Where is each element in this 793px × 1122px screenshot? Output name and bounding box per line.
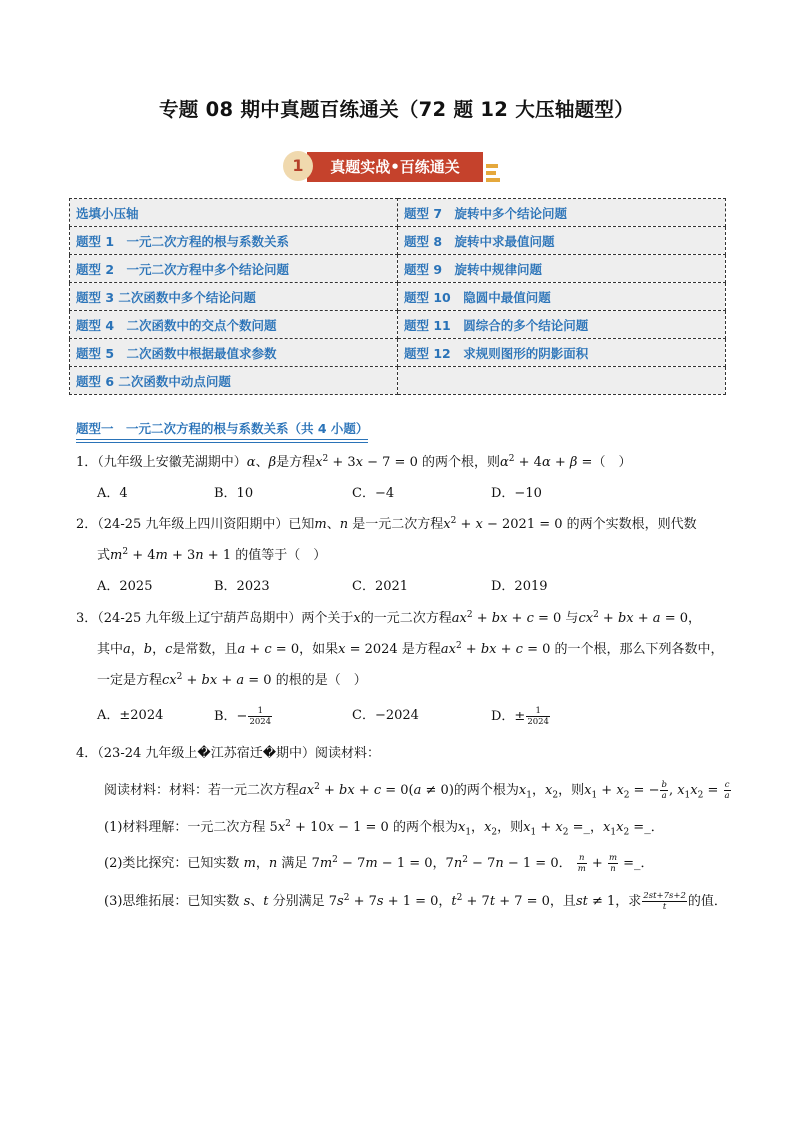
fraction-denominator: 2024: [527, 717, 549, 727]
toc-row: [70, 227, 726, 255]
toc-item[interactable]: 题型 4 二次函数中的交点个数问题: [70, 311, 398, 339]
fraction-numerator: 1: [248, 706, 272, 717]
option-b[interactable]: B．10: [214, 486, 254, 501]
question-source: （24-25 九年级上四川资阳期中）已知: [97, 517, 315, 532]
question-text: 的两个根，则: [421, 455, 500, 470]
fraction-denominator: 2024: [249, 717, 272, 727]
banner-stripe: [486, 171, 496, 175]
toc-row: [70, 283, 726, 311]
toc-item[interactable]: 题型 2 一元二次方程中多个结论问题: [70, 255, 398, 283]
question-text: (3)思维拓展：已知实数: [104, 894, 240, 909]
toc-row: [70, 255, 726, 283]
question-text: 的根的是（ ）: [275, 673, 367, 688]
question-text: ，如果: [299, 642, 339, 657]
toc-item-empty: [398, 367, 726, 395]
part-2: (2)类比探究：已知实数 m，n 满足 $7m^2 - 7m - 1 = 0$，$7n^2 - 7n - 1 = 0$． $\frac{n}{m}$ + $\frac{m}{n}$ =_．: [104, 853, 654, 874]
option-text: D．±: [491, 709, 526, 724]
toc-item[interactable]: 题型 5 二次函数中根据最值求参数: [70, 339, 398, 367]
option-a[interactable]: A．4: [97, 486, 128, 501]
toc-item[interactable]: 题型 1 一元二次方程的根与系数关系: [70, 227, 398, 255]
toc-row: [70, 339, 726, 367]
question-text: 分别满足: [272, 894, 325, 909]
option-a[interactable]: A．±2024: [97, 708, 164, 723]
toc-item[interactable]: 题型 7 旋转中多个结论问题: [398, 199, 726, 227]
toc-row: [70, 311, 726, 339]
question-text: （ ）: [592, 455, 632, 470]
banner-number: 1: [283, 151, 313, 181]
question-3-continued: 其中a，b，c是常数，且a + c = 0，如果x = 2024 是方程$ax^2$ + bx + c = 0 的一个根，那么下列各数中，: [97, 641, 724, 657]
question-text: ，求: [615, 894, 642, 909]
question-source: （23-24 九年级上�江苏宿迁�期中）阅读材料：: [97, 746, 381, 761]
question-text: 的值．: [687, 894, 727, 909]
question-3-continued: 一定是方程$cx^2$ + bx + a = 0 的根的是（ ）: [97, 672, 367, 688]
question-number: 1．: [76, 455, 98, 470]
option-d[interactable]: [491, 706, 551, 727]
question-text: 其中: [97, 642, 124, 657]
toc-item[interactable]: 题型 6 二次函数中动点问题: [70, 367, 398, 395]
option-d[interactable]: D．−10: [491, 486, 542, 501]
option-text: B．−: [214, 709, 248, 724]
toc-item[interactable]: 题型 12 求规则图形的阴影面积: [398, 339, 726, 367]
option-c[interactable]: C．2021: [352, 579, 409, 594]
question-text: (1)材料理解：一元二次方程: [104, 820, 266, 835]
question-number: 2．: [76, 517, 98, 532]
question-text: (2)类比探究：已知实数: [104, 856, 240, 871]
question-text: 的两个根为: [453, 783, 519, 798]
fraction: [248, 706, 272, 727]
fraction: [526, 706, 550, 727]
question-text: 式: [97, 548, 111, 563]
option-d[interactable]: D．2019: [491, 579, 548, 594]
question-text: 满足: [281, 856, 308, 871]
toc-table: [69, 198, 726, 395]
toc-item[interactable]: 题型 10 隐圆中最值问题: [398, 283, 726, 311]
question-text: 是方程: [401, 642, 441, 657]
page-title: 专题 08 期中真题百练通关（72 题 12 大压轴题型）: [158, 98, 635, 121]
question-number: 3．: [76, 611, 98, 626]
toc-item[interactable]: 题型 8 旋转中求最值问题: [398, 227, 726, 255]
option-c[interactable]: C．−2024: [352, 708, 419, 723]
question-text: 是常数，且: [172, 642, 238, 657]
part-3: (3)思维拓展：已知实数 s、t 分别满足 $7s^2 + 7s + 1 = 0$，$t^2 + 7t + 7 = 0$，且st ≠ 1，求 $\frac{2st+7s+2}{t}$ 的值．: [104, 891, 727, 912]
fraction-numerator: 1: [526, 706, 550, 717]
question-text: 的一个根，那么下列各数中，: [554, 642, 724, 657]
question-text: 是方程: [276, 455, 316, 470]
question-text: 的值等于（ ）: [235, 548, 327, 563]
question-text: 的两个根为: [392, 820, 458, 835]
section-title: 题型一 一元二次方程的根与系数关系（共 4 小题）: [76, 419, 368, 440]
question-text: 阅读材料：材料：若一元二次方程: [104, 783, 300, 798]
reading-material: 阅读材料：材料：若一元二次方程$ax^2$ + bx + c = 0(a ≠ 0)的两个根为$x_1$，$x_2$，则$x_1 + x_2$ = − $\frac{b}{a}$ , $x_1x_2$ = $\frac{c}{a}$: [104, 780, 730, 801]
option-b[interactable]: [214, 706, 273, 727]
question-4: [76, 744, 380, 764]
toc-item[interactable]: 选填小压轴: [70, 199, 398, 227]
question-text: 一定是方程: [97, 673, 163, 688]
question-text: 与: [565, 611, 579, 626]
question-text: 的一元二次方程: [360, 611, 452, 626]
question-text: ，则: [497, 820, 524, 835]
section-banner: [283, 147, 518, 187]
question-1: 1．（九年级上安徽芜湖期中）α、β是方程$x^2 + 3x - 7 = 0$ 的两个根，则$\alpha^2 + 4\alpha + \beta$ =（ ）: [76, 454, 632, 470]
toc-row: [70, 199, 726, 227]
option-c[interactable]: C．−4: [352, 486, 395, 501]
toc-item[interactable]: 题型 3 二次函数中多个结论问题: [70, 283, 398, 311]
question-3: 3．（24-25 九年级上辽宁葫芦岛期中）两个关于x的一元二次方程$ax^2$ + bx + c = 0 与$cx^2$ + bx + a = 0，: [76, 610, 701, 626]
banner-stripe: [486, 178, 500, 182]
question-text: 是一元二次方程: [352, 517, 444, 532]
question-2-continued: 式$m^2 + 4m + 3n + 1$ 的值等于（ ）: [97, 547, 327, 563]
question-text: 的两个实数根，则代数: [566, 517, 697, 532]
banner-label: 真题实战•百练通关: [307, 152, 483, 182]
question-text: ，且: [549, 894, 576, 909]
toc-item[interactable]: 题型 9 旋转中规律问题: [398, 255, 726, 283]
toc-row: [70, 367, 726, 395]
question-text: ，则: [558, 783, 585, 798]
banner-stripe: [486, 164, 498, 168]
question-number: 4．: [76, 746, 98, 761]
option-a[interactable]: A．2025: [97, 579, 153, 594]
question-source: （24-25 九年级上辽宁葫芦岛期中）两个关于: [97, 611, 354, 626]
part-1: (1)材料理解：一元二次方程 $5x^2 + 10x - 1 = 0$ 的两个根为$x_1$，$x_2$，则$x_1 + x_2$ =_，$x_1x_2$ =_．: [104, 819, 664, 838]
question-2: 2．（24-25 九年级上四川资阳期中）已知m、n 是一元二次方程$x^2 + x - 2021 = 0$ 的两个实数根，则代数: [76, 516, 697, 532]
option-b[interactable]: B．2023: [214, 579, 270, 594]
question-source: （九年级上安徽芜湖期中）: [97, 455, 247, 470]
toc-item[interactable]: 题型 11 圆综合的多个结论问题: [398, 311, 726, 339]
